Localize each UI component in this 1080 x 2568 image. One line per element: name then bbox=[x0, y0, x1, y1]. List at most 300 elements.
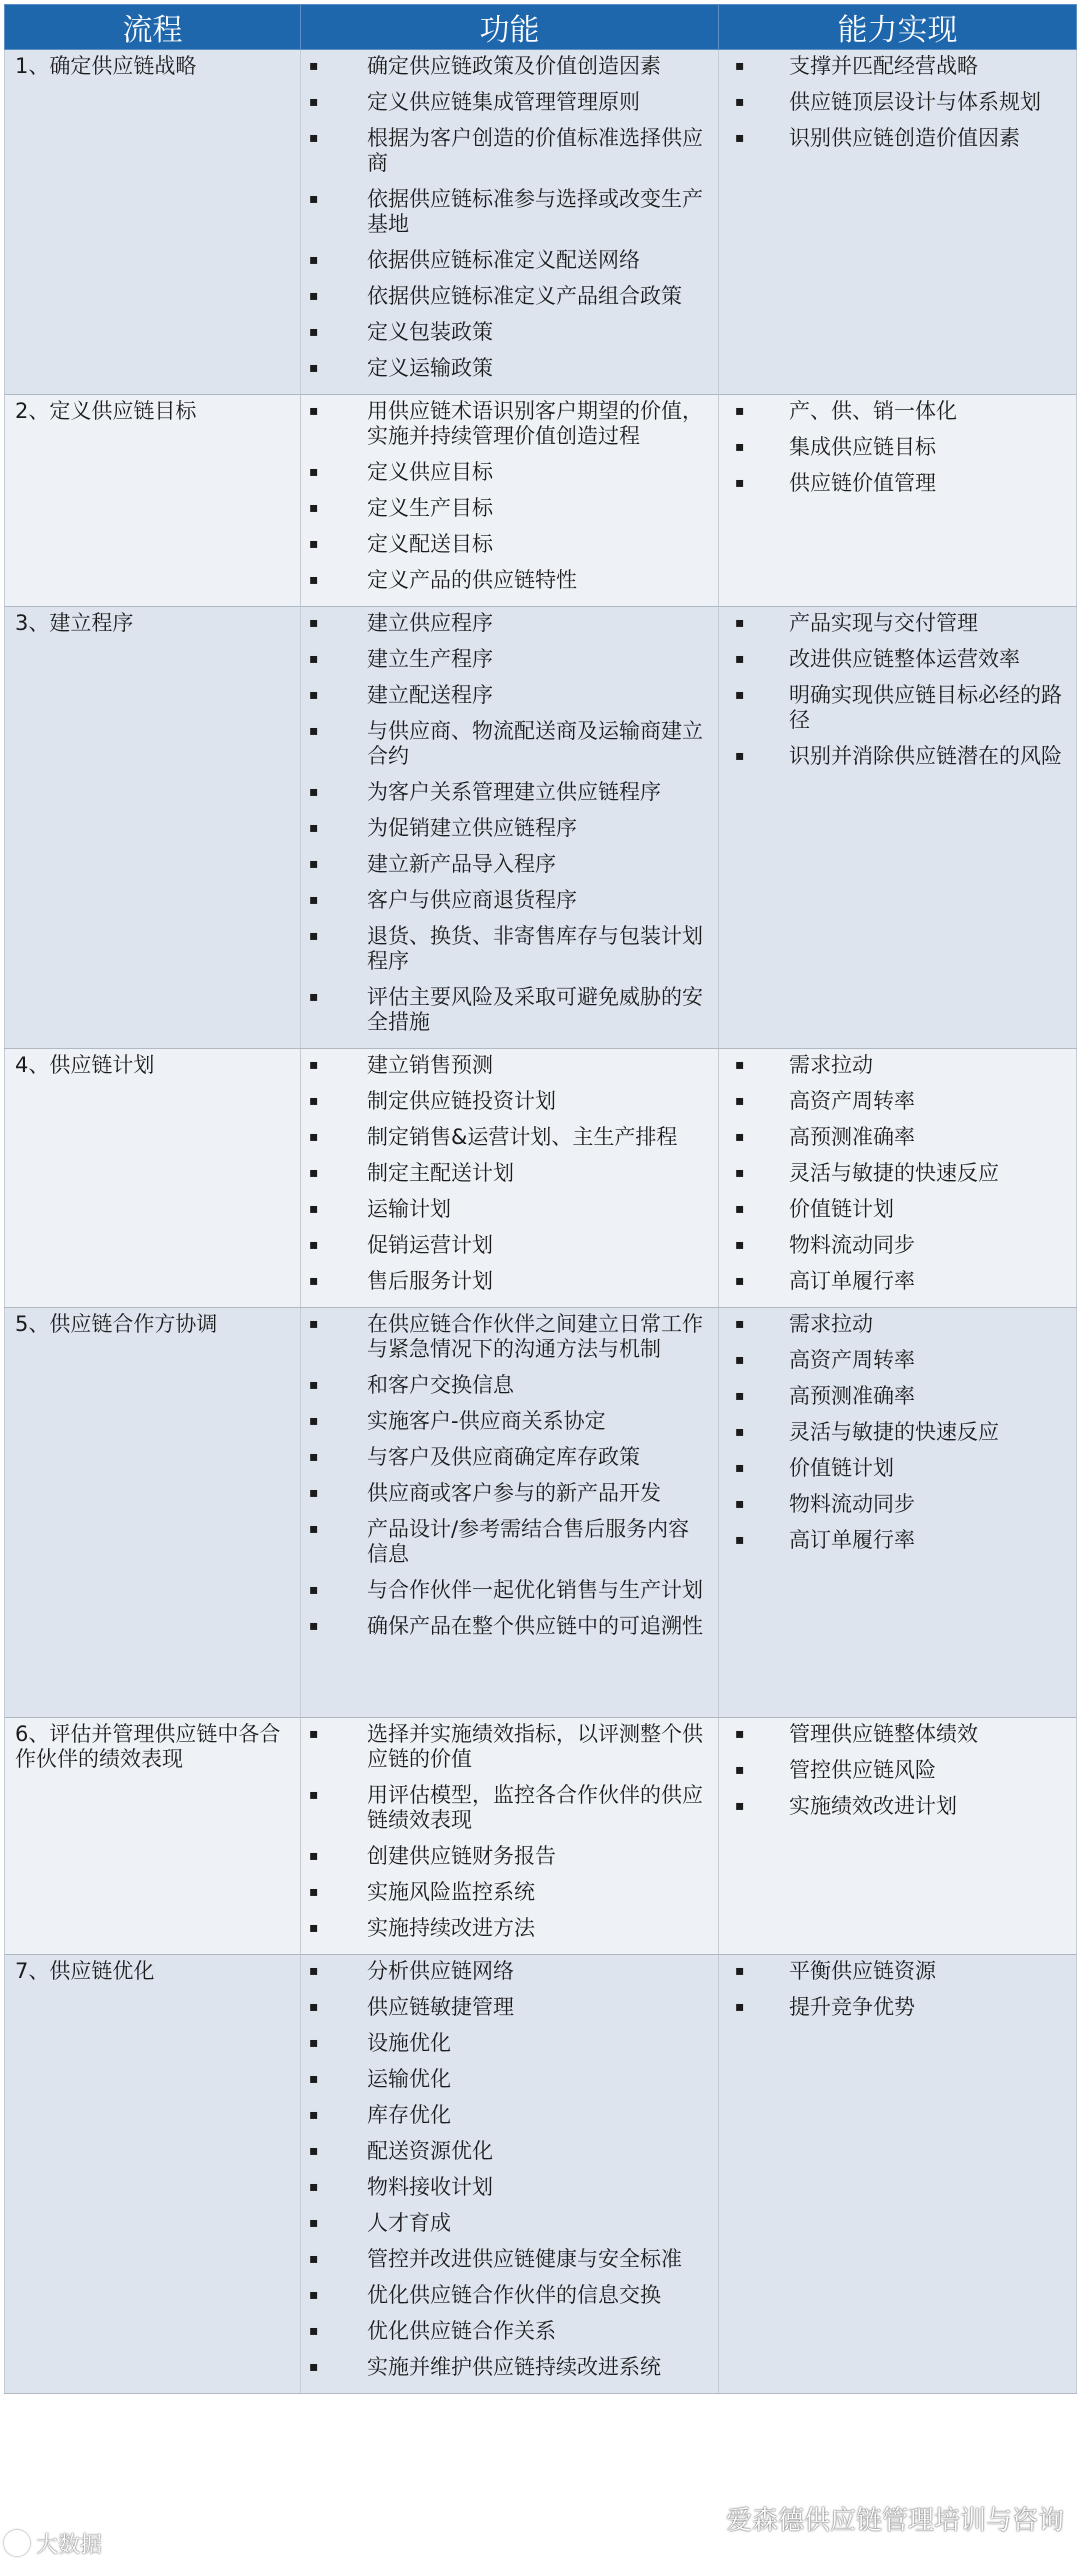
function-item-text: 定义生产目标 bbox=[367, 496, 493, 520]
capability-cell bbox=[719, 1049, 1077, 1308]
capability-item bbox=[725, 1312, 1070, 1337]
function-item bbox=[307, 1409, 712, 1434]
function-item-text: 制定销售&运营计划、主生产排程 bbox=[367, 1125, 678, 1149]
function-item bbox=[307, 2139, 712, 2164]
capability-item bbox=[725, 1348, 1070, 1373]
capability-item-text: 支撑并匹配经营战略 bbox=[789, 54, 978, 78]
bullet-icon: ▪ bbox=[309, 1273, 319, 1289]
bullet-icon: ▪ bbox=[309, 94, 319, 110]
function-item-text: 在供应链合作伙伴之间建立日常工作与紧急情况下的沟通方法与机制 bbox=[367, 1312, 703, 1361]
function-item-text: 实施持续改进方法 bbox=[367, 1916, 535, 1940]
bullet-icon: ▪ bbox=[735, 1999, 745, 2015]
function-cell-list bbox=[307, 54, 712, 381]
function-item bbox=[307, 1578, 712, 1603]
bullet-icon: ▪ bbox=[309, 1618, 319, 1634]
capability-item bbox=[725, 435, 1070, 460]
function-item-text: 用评估模型，监控各合作伙伴的供应链绩效表现 bbox=[367, 1783, 703, 1832]
function-item-text: 依据供应链标准定义配送网络 bbox=[367, 248, 640, 272]
bullet-icon: ▪ bbox=[309, 856, 319, 872]
process-cell bbox=[5, 1718, 301, 1955]
function-item bbox=[307, 816, 712, 841]
capability-item bbox=[725, 1269, 1070, 1294]
bullet-icon: ▪ bbox=[309, 928, 319, 944]
function-item-text: 优化供应链合作伙伴的信息交换 bbox=[367, 2283, 661, 2307]
function-item bbox=[307, 1089, 712, 1114]
function-cell bbox=[301, 1049, 719, 1308]
bullet-icon: ▪ bbox=[309, 2179, 319, 2195]
bullet-icon: ▪ bbox=[309, 1582, 319, 1598]
function-item-text: 人才育成 bbox=[367, 2211, 451, 2235]
process-label: 4、供应链计划 bbox=[15, 1053, 155, 1077]
function-item-text: 确定供应链政策及价值创造因素 bbox=[367, 54, 661, 78]
bullet-icon: ▪ bbox=[309, 1201, 319, 1217]
bullet-icon: ▪ bbox=[309, 723, 319, 739]
capability-item bbox=[725, 471, 1070, 496]
bullet-icon: ▪ bbox=[309, 1093, 319, 1109]
watermark-right: 爱森德供应链管理培训与咨询 bbox=[725, 2506, 1064, 2536]
bullet-icon: ▪ bbox=[735, 403, 745, 419]
function-item bbox=[307, 568, 712, 593]
bullet-icon: ▪ bbox=[309, 1848, 319, 1864]
capability-item-text: 提升竞争优势 bbox=[789, 1995, 915, 2019]
bullet-icon: ▪ bbox=[309, 2071, 319, 2087]
function-item-text: 创建供应链财务报告 bbox=[367, 1844, 556, 1868]
bullet-icon: ▪ bbox=[735, 1460, 745, 1476]
capability-item-text: 改进供应链整体运营效率 bbox=[789, 647, 1020, 671]
capability-cell-list bbox=[725, 1053, 1070, 1294]
function-item bbox=[307, 2211, 712, 2236]
capability-item-text: 灵活与敏捷的快速反应 bbox=[789, 1420, 999, 1444]
bullet-icon: ▪ bbox=[735, 687, 745, 703]
bullet-icon: ▪ bbox=[735, 1237, 745, 1253]
function-cell-list bbox=[307, 1959, 712, 2380]
table-row bbox=[5, 50, 1077, 395]
bullet-icon: ▪ bbox=[735, 1316, 745, 1332]
bullet-icon: ▪ bbox=[309, 130, 319, 146]
capability-item-text: 集成供应链目标 bbox=[789, 435, 936, 459]
table-row bbox=[5, 1308, 1077, 1718]
function-cell-list bbox=[307, 611, 712, 1035]
function-item bbox=[307, 1373, 712, 1398]
capability-item bbox=[725, 1384, 1070, 1409]
capability-item bbox=[725, 1197, 1070, 1222]
function-item bbox=[307, 2103, 712, 2128]
function-item bbox=[307, 1312, 712, 1362]
function-item-text: 建立供应程序 bbox=[367, 611, 493, 635]
header-capability: 能力实现 bbox=[719, 5, 1077, 50]
capability-item-text: 物料流动同步 bbox=[789, 1233, 915, 1257]
bullet-icon: ▪ bbox=[735, 615, 745, 631]
function-item-text: 定义运输政策 bbox=[367, 356, 493, 380]
capability-item-text: 管控供应链风险 bbox=[789, 1758, 936, 1782]
function-item-text: 物料接收计划 bbox=[367, 2175, 493, 2199]
function-item bbox=[307, 320, 712, 345]
capability-item bbox=[725, 744, 1070, 769]
bullet-icon: ▪ bbox=[309, 1129, 319, 1145]
bullet-icon: ▪ bbox=[735, 1762, 745, 1778]
capability-cell bbox=[719, 1955, 1077, 2394]
function-item bbox=[307, 683, 712, 708]
capability-item bbox=[725, 683, 1070, 733]
function-item-text: 运输计划 bbox=[367, 1197, 451, 1221]
function-item-text: 管控并改进供应链健康与安全标准 bbox=[367, 2247, 682, 2271]
capability-item bbox=[725, 1161, 1070, 1186]
process-cell bbox=[5, 607, 301, 1049]
function-item-text: 配送资源优化 bbox=[367, 2139, 493, 2163]
capability-item bbox=[725, 90, 1070, 115]
bullet-icon: ▪ bbox=[735, 1963, 745, 1979]
function-item-text: 实施并维护供应链持续改进系统 bbox=[367, 2355, 661, 2379]
bullet-icon: ▪ bbox=[309, 2215, 319, 2231]
capability-item bbox=[725, 647, 1070, 672]
function-item bbox=[307, 1722, 712, 1772]
function-cell-list bbox=[307, 1722, 712, 1941]
bullet-icon: ▪ bbox=[735, 1424, 745, 1440]
header-function: 功能 bbox=[301, 5, 719, 50]
function-item bbox=[307, 1783, 712, 1833]
function-item-text: 分析供应链网络 bbox=[367, 1959, 514, 1983]
function-item bbox=[307, 356, 712, 381]
function-item bbox=[307, 2247, 712, 2272]
function-item-text: 客户与供应商退货程序 bbox=[367, 888, 577, 912]
function-item-text: 实施客户-供应商关系协定 bbox=[367, 1409, 606, 1433]
bullet-icon: ▪ bbox=[735, 1165, 745, 1181]
capability-item-text: 需求拉动 bbox=[789, 1053, 873, 1077]
function-item-text: 与供应商、物流配送商及运输商建立合约 bbox=[367, 719, 703, 768]
function-item bbox=[307, 90, 712, 115]
function-item bbox=[307, 1517, 712, 1567]
function-item-text: 产品设计/参考需结合售后服务内容信息 bbox=[367, 1517, 690, 1566]
function-cell-list bbox=[307, 399, 712, 593]
table-row bbox=[5, 1049, 1077, 1308]
bullet-icon: ▪ bbox=[735, 651, 745, 667]
bullet-icon: ▪ bbox=[309, 615, 319, 631]
capability-item bbox=[725, 1758, 1070, 1783]
bullet-icon: ▪ bbox=[735, 130, 745, 146]
capability-item bbox=[725, 126, 1070, 151]
function-cell bbox=[301, 1308, 719, 1718]
bullet-icon: ▪ bbox=[309, 2107, 319, 2123]
capability-item-text: 识别并消除供应链潜在的风险 bbox=[789, 744, 1062, 768]
capability-item-text: 高订单履行率 bbox=[789, 1528, 915, 1552]
function-item-text: 评估主要风险及采取可避免威胁的安全措施 bbox=[367, 985, 703, 1034]
header-row bbox=[5, 5, 1077, 50]
capability-item-text: 需求拉动 bbox=[789, 1312, 873, 1336]
function-item-text: 制定供应链投资计划 bbox=[367, 1089, 556, 1113]
process-label: 3、建立程序 bbox=[15, 611, 134, 635]
function-item bbox=[307, 54, 712, 79]
function-item-text: 选择并实施绩效指标，以评测整个供应链的价值 bbox=[367, 1722, 703, 1771]
capability-item-text: 灵活与敏捷的快速反应 bbox=[789, 1161, 999, 1185]
function-item-text: 依据供应链标准参与选择或改变生产基地 bbox=[367, 187, 703, 236]
bullet-icon: ▪ bbox=[309, 572, 319, 588]
capability-item bbox=[725, 1125, 1070, 1150]
function-item bbox=[307, 611, 712, 636]
function-item bbox=[307, 1481, 712, 1506]
bullet-icon: ▪ bbox=[735, 748, 745, 764]
capability-item-text: 实施绩效改进计划 bbox=[789, 1794, 957, 1818]
bullet-icon: ▪ bbox=[309, 1316, 319, 1332]
capability-item bbox=[725, 1528, 1070, 1553]
function-item-text: 根据为客户创造的价值标准选择供应商 bbox=[367, 126, 703, 175]
capability-cell bbox=[719, 395, 1077, 607]
function-item-text: 建立生产程序 bbox=[367, 647, 493, 671]
function-item-text: 确保产品在整个供应链中的可追溯性 bbox=[367, 1614, 703, 1638]
function-item-text: 定义配送目标 bbox=[367, 532, 493, 556]
capability-item bbox=[725, 1456, 1070, 1481]
capability-item bbox=[725, 1959, 1070, 1984]
function-item-text: 库存优化 bbox=[367, 2103, 451, 2127]
function-item bbox=[307, 2283, 712, 2308]
function-item bbox=[307, 2355, 712, 2380]
bullet-icon: ▪ bbox=[309, 2035, 319, 2051]
bullet-icon: ▪ bbox=[735, 439, 745, 455]
function-item bbox=[307, 2175, 712, 2200]
function-item-text: 供应链敏捷管理 bbox=[367, 1995, 514, 2019]
bullet-icon: ▪ bbox=[309, 784, 319, 800]
bullet-icon: ▪ bbox=[309, 464, 319, 480]
process-cell bbox=[5, 1955, 301, 2394]
process-cell bbox=[5, 1049, 301, 1308]
bullet-icon: ▪ bbox=[309, 892, 319, 908]
function-item bbox=[307, 532, 712, 557]
capability-item-text: 高资产周转率 bbox=[789, 1348, 915, 1372]
process-cell bbox=[5, 50, 301, 395]
function-item bbox=[307, 284, 712, 309]
function-cell bbox=[301, 50, 719, 395]
function-item-text: 设施优化 bbox=[367, 2031, 451, 2055]
bullet-icon: ▪ bbox=[309, 403, 319, 419]
bullet-icon: ▪ bbox=[309, 1237, 319, 1253]
function-item bbox=[307, 1614, 712, 1639]
bullet-icon: ▪ bbox=[309, 2323, 319, 2339]
function-item bbox=[307, 1844, 712, 1869]
bullet-icon: ▪ bbox=[309, 500, 319, 516]
table-row bbox=[5, 607, 1077, 1049]
bullet-icon: ▪ bbox=[309, 1920, 319, 1936]
capability-item bbox=[725, 1053, 1070, 1078]
function-item bbox=[307, 1197, 712, 1222]
function-item bbox=[307, 985, 712, 1035]
function-cell bbox=[301, 395, 719, 607]
capability-item-text: 高预测准确率 bbox=[789, 1384, 915, 1408]
bullet-icon: ▪ bbox=[309, 288, 319, 304]
capability-cell bbox=[719, 607, 1077, 1049]
function-item bbox=[307, 460, 712, 485]
table-row bbox=[5, 1718, 1077, 1955]
function-item bbox=[307, 1125, 712, 1150]
function-item-text: 定义供应链集成管理管理原则 bbox=[367, 90, 640, 114]
function-item bbox=[307, 888, 712, 913]
bullet-icon: ▪ bbox=[735, 1201, 745, 1217]
bullet-icon: ▪ bbox=[309, 536, 319, 552]
bullet-icon: ▪ bbox=[309, 58, 319, 74]
process-label: 5、供应链合作方协调 bbox=[15, 1312, 218, 1336]
function-item bbox=[307, 1445, 712, 1470]
function-item-text: 建立配送程序 bbox=[367, 683, 493, 707]
bullet-icon: ▪ bbox=[735, 1532, 745, 1548]
process-label: 6、评估并管理供应链中各合作伙伴的绩效表现 bbox=[15, 1722, 281, 1771]
bullet-icon: ▪ bbox=[735, 1273, 745, 1289]
bullet-icon: ▪ bbox=[309, 1449, 319, 1465]
table-row bbox=[5, 1955, 1077, 2394]
function-item bbox=[307, 2067, 712, 2092]
function-item-text: 建立销售预测 bbox=[367, 1053, 493, 1077]
bullet-icon: ▪ bbox=[735, 1093, 745, 1109]
function-cell bbox=[301, 607, 719, 1049]
bullet-icon: ▪ bbox=[309, 1165, 319, 1181]
bullet-icon: ▪ bbox=[735, 1798, 745, 1814]
capability-item-text: 高订单履行率 bbox=[789, 1269, 915, 1293]
function-item-text: 定义产品的供应链特性 bbox=[367, 568, 577, 592]
function-item bbox=[307, 399, 712, 449]
capability-item bbox=[725, 1492, 1070, 1517]
function-item-text: 与客户及供应商确定库存政策 bbox=[367, 1445, 640, 1469]
header-process: 流程 bbox=[5, 5, 301, 50]
function-item-text: 售后服务计划 bbox=[367, 1269, 493, 1293]
bullet-icon: ▪ bbox=[309, 1787, 319, 1803]
function-item-text: 定义供应目标 bbox=[367, 460, 493, 484]
function-item-text: 和客户交换信息 bbox=[367, 1373, 514, 1397]
capability-item bbox=[725, 54, 1070, 79]
function-item-text: 为客户关系管理建立供应链程序 bbox=[367, 780, 661, 804]
capability-item-text: 管理供应链整体绩效 bbox=[789, 1722, 978, 1746]
function-item bbox=[307, 1269, 712, 1294]
bullet-icon: ▪ bbox=[309, 252, 319, 268]
capability-cell-list bbox=[725, 1722, 1070, 1819]
watermark-left: 大数据 bbox=[4, 2528, 102, 2559]
capability-item-text: 明确实现供应链目标必经的路径 bbox=[789, 683, 1062, 732]
process-label: 2、定义供应链目标 bbox=[15, 399, 197, 423]
bullet-icon: ▪ bbox=[309, 1413, 319, 1429]
function-item bbox=[307, 1161, 712, 1186]
process-label: 7、供应链优化 bbox=[15, 1959, 155, 1983]
table-row bbox=[5, 395, 1077, 607]
process-label: 1、确定供应链战略 bbox=[15, 54, 197, 78]
bullet-icon: ▪ bbox=[735, 1129, 745, 1145]
bullet-icon: ▪ bbox=[735, 94, 745, 110]
capability-item-text: 平衡供应链资源 bbox=[789, 1959, 936, 1983]
capability-item bbox=[725, 1722, 1070, 1747]
capability-item-text: 高资产周转率 bbox=[789, 1089, 915, 1113]
capability-item bbox=[725, 611, 1070, 636]
function-item bbox=[307, 719, 712, 769]
function-item bbox=[307, 1053, 712, 1078]
capability-item bbox=[725, 1794, 1070, 1819]
function-item-text: 制定主配送计划 bbox=[367, 1161, 514, 1185]
function-item bbox=[307, 1916, 712, 1941]
bullet-icon: ▪ bbox=[735, 1388, 745, 1404]
function-item bbox=[307, 2031, 712, 2056]
bullet-icon: ▪ bbox=[309, 1999, 319, 2015]
function-item bbox=[307, 924, 712, 974]
bullet-icon: ▪ bbox=[309, 1377, 319, 1393]
function-item-text: 供应商或客户参与的新产品开发 bbox=[367, 1481, 661, 1505]
function-item bbox=[307, 852, 712, 877]
capability-item bbox=[725, 1089, 1070, 1114]
bullet-icon: ▪ bbox=[309, 2287, 319, 2303]
bullet-icon: ▪ bbox=[309, 989, 319, 1005]
function-item bbox=[307, 126, 712, 176]
capability-item-text: 产、供、销一体化 bbox=[789, 399, 957, 423]
function-cell bbox=[301, 1718, 719, 1955]
function-item-text: 定义包装政策 bbox=[367, 320, 493, 344]
capability-cell-list bbox=[725, 1312, 1070, 1553]
function-item bbox=[307, 780, 712, 805]
bullet-icon: ▪ bbox=[309, 1884, 319, 1900]
capability-cell-list bbox=[725, 399, 1070, 496]
function-item-text: 实施风险监控系统 bbox=[367, 1880, 535, 1904]
function-item-text: 建立新产品导入程序 bbox=[367, 852, 556, 876]
function-item-text: 促销运营计划 bbox=[367, 1233, 493, 1257]
bullet-icon: ▪ bbox=[309, 820, 319, 836]
capability-item-text: 产品实现与交付管理 bbox=[789, 611, 978, 635]
supply-chain-table bbox=[4, 4, 1077, 2394]
function-item-text: 退货、换货、非寄售库存与包装计划程序 bbox=[367, 924, 703, 973]
bullet-icon: ▪ bbox=[735, 1726, 745, 1742]
bullet-icon: ▪ bbox=[309, 2143, 319, 2159]
function-item-text: 为促销建立供应链程序 bbox=[367, 816, 577, 840]
process-cell bbox=[5, 1308, 301, 1718]
capability-cell-list bbox=[725, 54, 1070, 151]
table-body bbox=[5, 50, 1077, 2394]
capability-item-text: 价值链计划 bbox=[789, 1197, 894, 1221]
function-cell-list bbox=[307, 1053, 712, 1294]
bullet-icon: ▪ bbox=[735, 1057, 745, 1073]
capability-cell bbox=[719, 50, 1077, 395]
bullet-icon: ▪ bbox=[309, 1485, 319, 1501]
capability-item bbox=[725, 399, 1070, 424]
bullet-icon: ▪ bbox=[309, 651, 319, 667]
function-cell-list bbox=[307, 1312, 712, 1639]
function-item bbox=[307, 496, 712, 521]
function-item bbox=[307, 2319, 712, 2344]
bullet-icon: ▪ bbox=[309, 687, 319, 703]
capability-cell bbox=[719, 1308, 1077, 1718]
function-item-text: 用供应链术语识别客户期望的价值，实施并持续管理价值创造过程 bbox=[367, 399, 703, 448]
function-item-text: 与合作伙伴一起优化销售与生产计划 bbox=[367, 1578, 703, 1602]
capability-item-text: 供应链顶层设计与体系规划 bbox=[789, 90, 1041, 114]
function-item bbox=[307, 1233, 712, 1258]
function-item bbox=[307, 187, 712, 237]
function-item-text: 依据供应链标准定义产品组合政策 bbox=[367, 284, 682, 308]
bullet-icon: ▪ bbox=[309, 360, 319, 376]
bullet-icon: ▪ bbox=[309, 1963, 319, 1979]
bullet-icon: ▪ bbox=[735, 1352, 745, 1368]
function-item-text: 优化供应链合作关系 bbox=[367, 2319, 556, 2343]
function-cell bbox=[301, 1955, 719, 2394]
capability-item bbox=[725, 1995, 1070, 2020]
bullet-icon: ▪ bbox=[309, 324, 319, 340]
bullet-icon: ▪ bbox=[309, 191, 319, 207]
capability-item-text: 价值链计划 bbox=[789, 1456, 894, 1480]
bullet-icon: ▪ bbox=[735, 475, 745, 491]
bullet-icon: ▪ bbox=[735, 58, 745, 74]
function-item bbox=[307, 647, 712, 672]
watermark-logo-icon bbox=[4, 2530, 30, 2556]
capability-cell bbox=[719, 1718, 1077, 1955]
bullet-icon: ▪ bbox=[309, 2251, 319, 2267]
bullet-icon: ▪ bbox=[735, 1496, 745, 1512]
bullet-icon: ▪ bbox=[309, 1521, 319, 1537]
capability-item-text: 高预测准确率 bbox=[789, 1125, 915, 1149]
capability-item-text: 物料流动同步 bbox=[789, 1492, 915, 1516]
function-item bbox=[307, 1995, 712, 2020]
function-item bbox=[307, 1880, 712, 1905]
capability-cell-list bbox=[725, 611, 1070, 769]
capability-item-text: 识别供应链创造价值因素 bbox=[789, 126, 1020, 150]
process-cell bbox=[5, 395, 301, 607]
